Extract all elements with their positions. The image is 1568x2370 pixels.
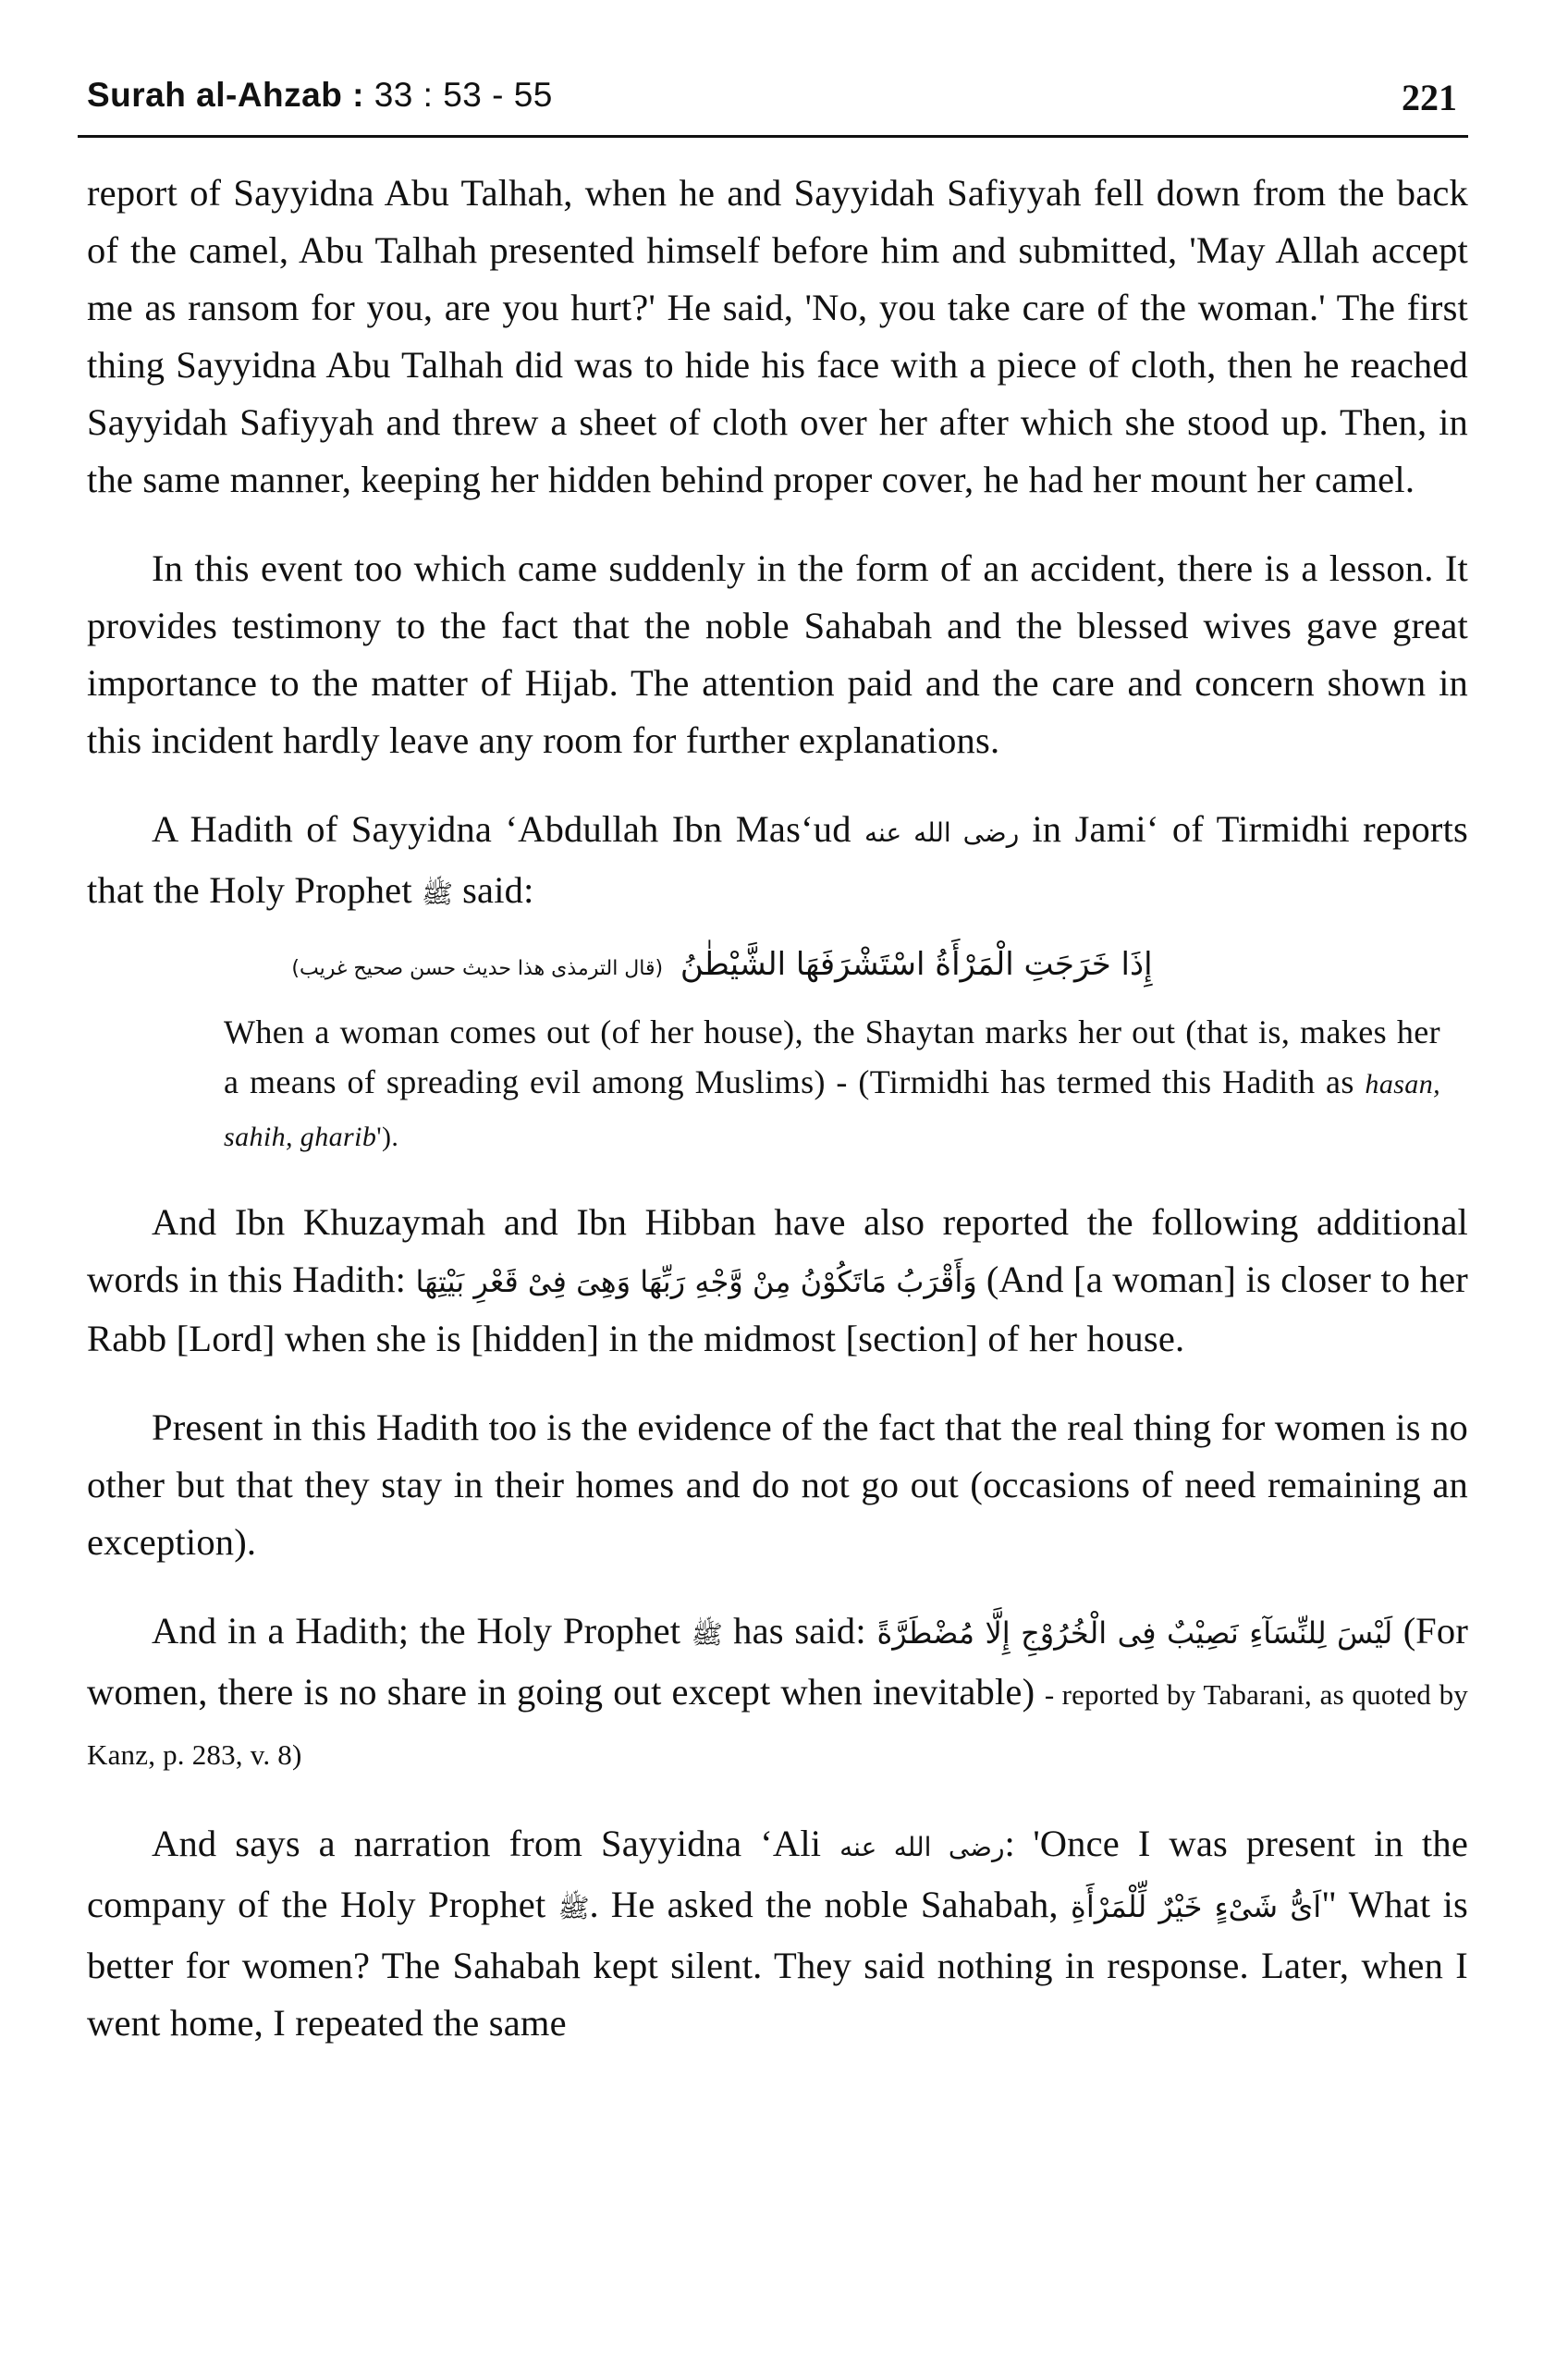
- honorific-symbol: رضی الله عنه: [864, 817, 1020, 848]
- paragraph-6-arabic: لَيْسَ لِلنِّسَآءِ نَصِيْبٌ فِی الْخُرُوْجِ إِلَّا مُضْطَرَّةً: [876, 1615, 1393, 1651]
- paragraph-6-text-b: has said:: [733, 1610, 866, 1652]
- paragraph-7-text-b: : 'Once I was present in the company of the Holy Prophet: [87, 1823, 1468, 1925]
- main-text: [87, 165, 1468, 2083]
- paragraph-2: In this event too which came suddenly in the form of an accident, there is a lesson. It provides testimony to the fact that the noble Sahabah and the blessed wives gave great importance to the matter of Hijab. The attention paid and the care and concern shown in this incident hardly leave any room for further explanations.: [87, 547, 1468, 761]
- paragraph-6-text-a: And in a Hadith; the Holy Prophet: [152, 1610, 681, 1652]
- paragraph-5: Present in this Hadith too is the evidence of the fact that the real thing for women is no other but that they stay in their homes and do not go out (occasions of need remaining an exception).: [87, 1406, 1468, 1563]
- quote-1-terms: hasan, sahih, gharib: [224, 1069, 1440, 1152]
- arabic-hadith-1: [87, 932, 1468, 1001]
- page-number: 221: [1402, 77, 1457, 118]
- quote-1-text: When a woman comes out (of her house), the Shaytan marks her out (that is, makes her a means of spreading evil among Muslims) - (Tirmidhi has termed this Hadith as: [224, 1013, 1440, 1100]
- arabic-hadith-1-source: (قال الترمذی هذا حدیث حسن صحیح غریب): [291, 957, 664, 980]
- paragraph-4-text-a: And Ibn Khuzaymah and Ibn Hibban have also reported the following additional words in this Hadith:: [87, 1201, 1468, 1300]
- paragraph-7-text-c: . He asked the noble Sahabah,: [589, 1884, 1059, 1925]
- paragraph-4-arabic: وَأَقْرَبُ مَاتَكُوْنُ مِنْ وَّجْهِ رَبِّهَا وَهِیَ فِیْ قَعْرِ بَيْتِهَا: [415, 1264, 977, 1299]
- paragraph-3-text-a: A Hadith of Sayyidna ‘Abdullah Ibn Mas‘ud: [152, 808, 851, 850]
- paragraph-6: [87, 1603, 1468, 1784]
- paragraph-7: [87, 1815, 1468, 2052]
- arabic-hadith-1-text: إِذَا خَرَجَتِ الْمَرْأَةُ اسْتَشْرَفَهَا الشَّيْطٰنُ: [680, 946, 1153, 983]
- verse-reference: 33 : 53 - 55: [374, 76, 553, 114]
- paragraph-6-source: - reported by Tabarani, as quoted by Kanz, p. 283, v. 8): [87, 1678, 1468, 1771]
- paragraph-7-arabic: اَیُّ شَیْءٍ خَيْرٌ لِّلْمَرْأَةِ: [1071, 1889, 1322, 1924]
- header-rule: [78, 135, 1468, 138]
- running-title: [87, 76, 553, 115]
- honorific-symbol: رضی الله عنه: [839, 1832, 1005, 1862]
- paragraph-3-text-c: said:: [462, 869, 534, 911]
- salutation-symbol: ﷺ: [422, 878, 453, 909]
- paragraph-4-text-b: (And [a woman] is closer to her Rabb [Lord] when she is [hidden] in the midmost [section] of her house.: [87, 1259, 1468, 1359]
- paragraph-7-text-d: " What is better for women? The Sahabah kept silent. They said nothing in response. Later, when I went home, I repeated the same: [87, 1884, 1469, 2044]
- salutation-symbol: ﷺ: [691, 1619, 723, 1650]
- page-header: [78, 76, 1468, 131]
- salutation-symbol: ﷺ: [557, 1893, 590, 1923]
- paragraph-6-text-c: (For women, there is no share in going out except when inevitable): [87, 1610, 1469, 1713]
- quote-1-end: ').: [376, 1122, 399, 1152]
- paragraph-3-text-b: in Jami‘ of Tirmidhi reports that the Holy Prophet: [87, 808, 1469, 911]
- paragraph-4: [87, 1194, 1468, 1368]
- paragraph-1: report of Sayyidna Abu Talhah, when he and Sayyidah Safiyyah fell down from the back of the camel, Abu Talhah presented himself before him and submitted, 'May Allah accept me as ransom for you, are you hurt?' He said, 'No, you take care of the woman.' The first thing Sayyidna Abu Talhah did was to hide his face with a piece of cloth, then he reached Sayyidah Safiyyah and threw a sheet of cloth over her after which she stood up. Then, in the same manner, keeping her hidden behind proper cover, he had her mount her camel.: [87, 172, 1468, 500]
- surah-name: Surah al-Ahzab :: [87, 76, 364, 114]
- paragraph-3: [87, 801, 1468, 923]
- paragraph-7-text-a: And says a narration from Sayyidna ‘Ali: [152, 1823, 822, 1864]
- hadith-translation-quote: [224, 1007, 1440, 1162]
